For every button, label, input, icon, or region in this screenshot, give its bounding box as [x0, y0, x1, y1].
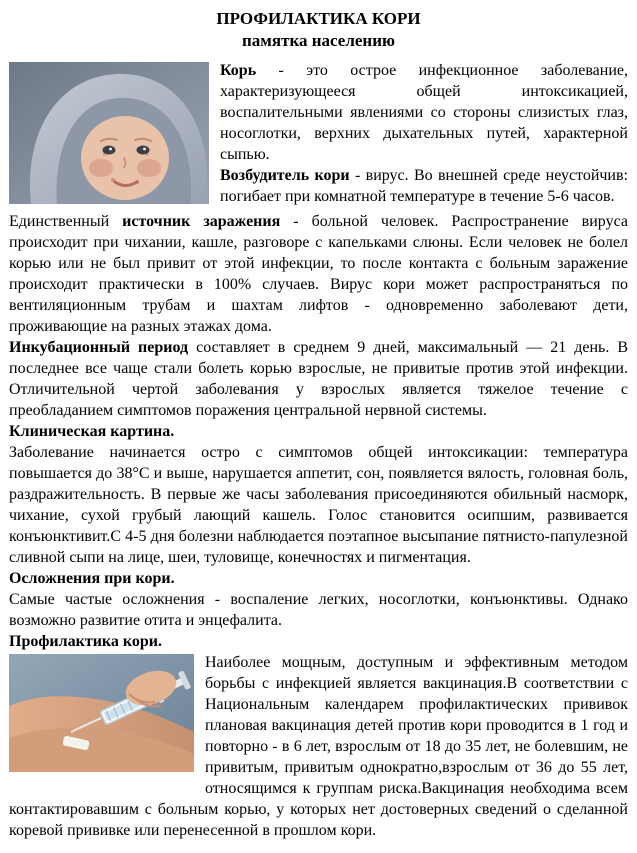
- title-block: [9, 8, 628, 52]
- vaccination-photo: [9, 654, 194, 777]
- heading-prevention: Профилактика кори.: [9, 633, 163, 650]
- source-lead: источник заражения: [122, 213, 281, 230]
- source-pre-text: Единственный: [9, 213, 123, 230]
- incubation-lead: Инкубационный период: [9, 339, 189, 356]
- paragraph-infection-source: [9, 211, 628, 337]
- paragraph-clinical-picture: Заболевание начинается остро с симптомов общей интоксикации: температура повышается до 38°С и выше, нарушается аппетит, сон, появляется вялость, головная боль, раздражительность. В первые же часы заболевания присоединяются обильный насморк, чихание, сухой грубый лающий кашель. Голос становится осипшим, развивается конъюнктивит.С 4-5 дня болезни наблюдается поэтапное высыпание пятнисто-папулезной сливной сыпи на лице, шеи, туловище, конечностях и пигментация.: [9, 444, 628, 566]
- page-subtitle: памятка населению: [242, 31, 395, 50]
- paragraph-prevention: Наиболее мощным, доступным и эффективным методом борьбы с инфекцией является вакцинация.В соответствии с Национальным календарем профилактических прививок плановая вакцинация детей против кори проводится в 1 год и повторно - в 6 лет, взрослым от 18 до 35 лет, не болевшим, не привитым, привитым однократно,взрослым от 36 до 55 лет, относящимся к группам риска.Вакцинация необходима всем контактировавшим с больным корью, у которых нет достоверных сведений о сделанной коревой прививке или перенесенной в прошлом кори.: [9, 654, 628, 839]
- heading-clinical-picture: Клиническая картина.: [9, 423, 175, 440]
- measles-lead: Корь: [220, 62, 257, 79]
- baby-photo-illustration: [9, 62, 209, 204]
- measles-text: - это острое инфекционное заболевание, характеризующееся общей интоксикацией, воспалительными явлениями со стороны слизистых глаз, носоглотки, верхних дыхательных путей, характерной сыпью.: [220, 62, 628, 163]
- page-title: ПРОФИЛАКТИКА КОРИ: [216, 9, 421, 28]
- paragraph-complications: Самые частые осложнения - воспаление легких, носоглотки, конъюнктивы. Однако возможно развитие отита и энцефалита.: [9, 591, 628, 629]
- heading-complications: Осложнения при кори.: [9, 570, 175, 587]
- baby-photo: [9, 62, 209, 209]
- paragraph-incubation: [9, 337, 628, 421]
- source-text: - больной человек. Распространение вируса происходит при чихании, кашле, разговоре с капельками слюны. Если человек не болел корью или не был привит от этой инфекции, то после контакта с больным заражение происходит практически в 100% случаев. Вирус кори может распространяться по вентиляционным трубам и шахтам лифтов - одновременно заболевают дети, проживающие на разных этажах дома.: [9, 213, 628, 335]
- pathogen-lead: Возбудитель кори: [220, 167, 350, 184]
- vaccination-photo-illustration: [9, 654, 194, 772]
- pathogen-text: - вирус. Во внешней среде неустойчив: погибает при комнатной температуре в течение 5-6 часов.: [220, 167, 628, 205]
- incubation-text: составляет в среднем 9 дней, максимальный — 21 день. В последнее все чаще стали болеть корью взрослые, не привитые против этой инфекции. Отличительной чертой заболевания у взрослых является тяжелое течение с преобладанием симптомов поражения центральной нервной системы.: [9, 339, 628, 419]
